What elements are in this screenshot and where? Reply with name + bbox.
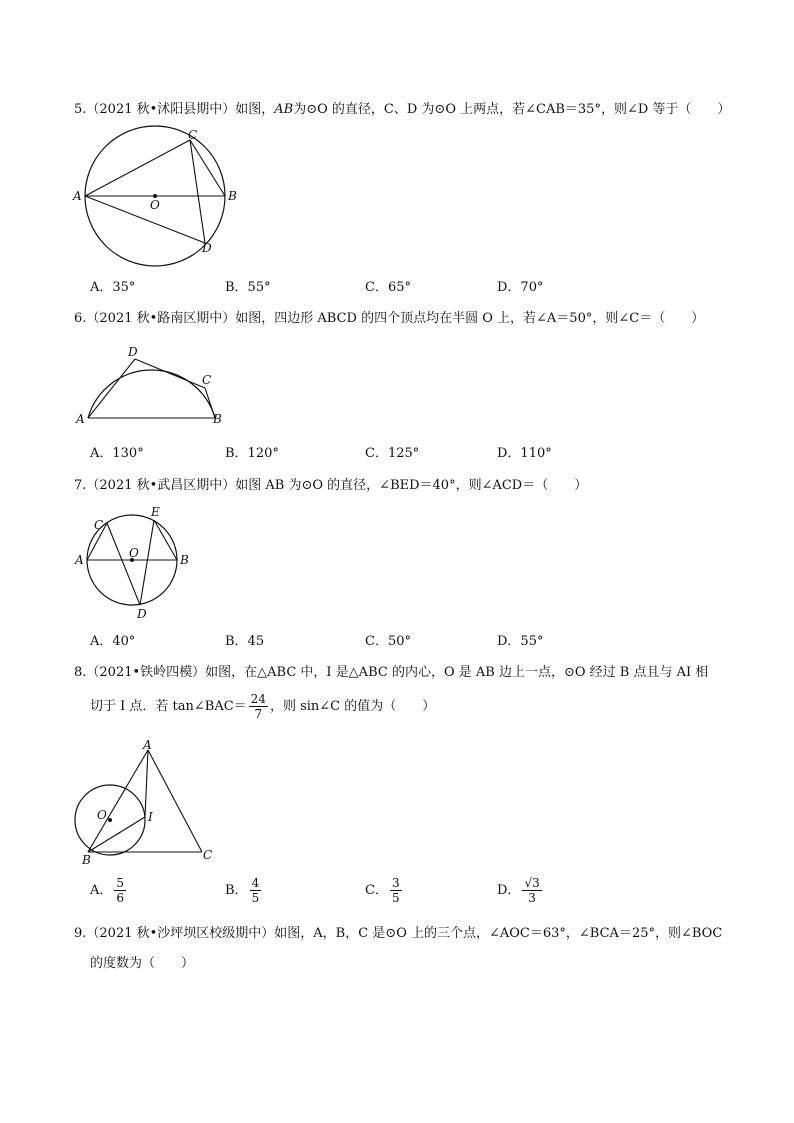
q6-option-a[interactable]: A．130° <box>90 446 144 461</box>
q8-option-b-fraction <box>250 876 262 905</box>
q6-label-a: A <box>76 412 85 426</box>
q7-label-o: O <box>129 546 139 560</box>
q8-option-d-den: 3 <box>528 891 536 905</box>
q8-option-a-prefix: A． <box>90 883 113 898</box>
q8-figure <box>70 735 230 870</box>
q7-stem: 7.（2021 秋•武昌区期中）如图 AB 为⊙O 的直径，∠BED＝40°，则∠ACD＝（ ） <box>74 478 588 493</box>
q5-stem <box>74 101 730 119</box>
q8-tan-fraction <box>249 692 268 721</box>
q7-option-b[interactable]: B．45 <box>225 634 265 649</box>
q6-label-d: D <box>128 345 138 359</box>
q6-figure <box>70 340 230 430</box>
q8-label-c: C <box>203 848 213 862</box>
q6-option-c[interactable]: C．125° <box>365 446 420 461</box>
q7-label-e: E <box>151 505 160 519</box>
q8-option-c-prefix: C． <box>365 883 388 898</box>
q8-option-c-den: 5 <box>391 891 400 905</box>
q8-stem-line1: 8.（2021•铁岭四模）如图，在△ABC 中，I 是△ABC 的内心，O 是 AB 边上一点，⊙O 经过 B 点且与 AI 相 <box>74 665 709 680</box>
q8-option-d-fraction <box>522 876 541 905</box>
q9-stem-line1: 9.（2021 秋•沙坪坝区校级期中）如图，A，B，C 是⊙O 上的三个点，∠AOC＝63°，∠BCA＝25°，则∠BOC <box>74 926 723 941</box>
q7-figure <box>70 505 200 625</box>
q5-option-a[interactable]: A．35° <box>90 280 136 295</box>
q7-option-c[interactable]: C．50° <box>365 634 411 649</box>
q8-label-b: B <box>82 853 91 867</box>
q5-label-a: A <box>73 189 82 203</box>
q8-option-b-den: 5 <box>251 891 260 905</box>
q8-label-i: I <box>148 810 153 824</box>
q6-label-c: C <box>202 373 212 387</box>
q5-option-c[interactable]: C．65° <box>365 280 411 295</box>
q8-option-a-fraction <box>114 876 126 905</box>
q6-label-b: B <box>213 412 222 426</box>
q8-stem-line2-pre: 切于 I 点．若 tan∠BAC＝ <box>90 699 247 714</box>
q8-option-a[interactable] <box>90 876 128 905</box>
q5-stem-post: 为⊙O 的直径，C、D 为⊙O 上两点，若∠CAB＝35°，则∠D 等于（ ） <box>293 102 731 117</box>
q5-label-d: D <box>202 241 212 255</box>
q6-option-d[interactable]: D．110° <box>497 446 552 461</box>
q6-stem: 6.（2021 秋•路南区期中）如图，四边形 ABCD 的四个顶点均在半圆 O 上，若∠A＝50°，则∠C＝（ ） <box>74 311 705 326</box>
q8-option-d-prefix: D． <box>497 883 521 898</box>
q8-label-o: O <box>97 808 107 822</box>
q5-stem-pre: 5.（2021 秋•沭阳县期中）如图， <box>74 102 275 117</box>
q7-option-a[interactable]: A．40° <box>90 634 136 649</box>
q8-option-d[interactable] <box>497 876 544 905</box>
q8-option-b[interactable] <box>225 876 263 905</box>
q8-tan-num: 24 <box>250 692 266 706</box>
q5-option-d[interactable]: D．70° <box>497 280 544 295</box>
q5-label-c: C <box>188 128 198 142</box>
q8-option-a-num: 5 <box>116 876 125 890</box>
q8-option-c-fraction <box>390 876 402 905</box>
q5-label-b: B <box>228 189 237 203</box>
q8-option-a-den: 6 <box>116 891 125 905</box>
q7-label-d: D <box>137 607 147 621</box>
q7-label-b: B <box>180 553 189 567</box>
q8-label-a: A <box>143 738 152 752</box>
q7-option-d[interactable]: D．55° <box>497 634 544 649</box>
q7-label-c: C <box>94 518 104 532</box>
q8-stem-line2 <box>90 690 435 724</box>
q8-option-c[interactable] <box>365 876 404 905</box>
q8-option-b-num: 4 <box>251 876 260 890</box>
q5-var-ab: AB <box>274 102 294 117</box>
q8-stem-line2-post: ，则 sin∠C 的值为（ ） <box>269 699 436 714</box>
q5-figure <box>70 125 240 285</box>
q7-label-a: A <box>75 553 84 567</box>
q8-option-b-prefix: B． <box>225 883 248 898</box>
q9-stem-line2: 的度数为（ ） <box>90 956 195 971</box>
q8-tan-den: 7 <box>254 707 263 721</box>
q8-option-c-num: 3 <box>391 876 400 890</box>
q8-option-d-num: √3 <box>524 876 540 890</box>
q5-option-b[interactable]: B．55° <box>225 280 271 295</box>
q6-option-b[interactable]: B．120° <box>225 446 279 461</box>
q5-label-o: O <box>150 198 160 212</box>
